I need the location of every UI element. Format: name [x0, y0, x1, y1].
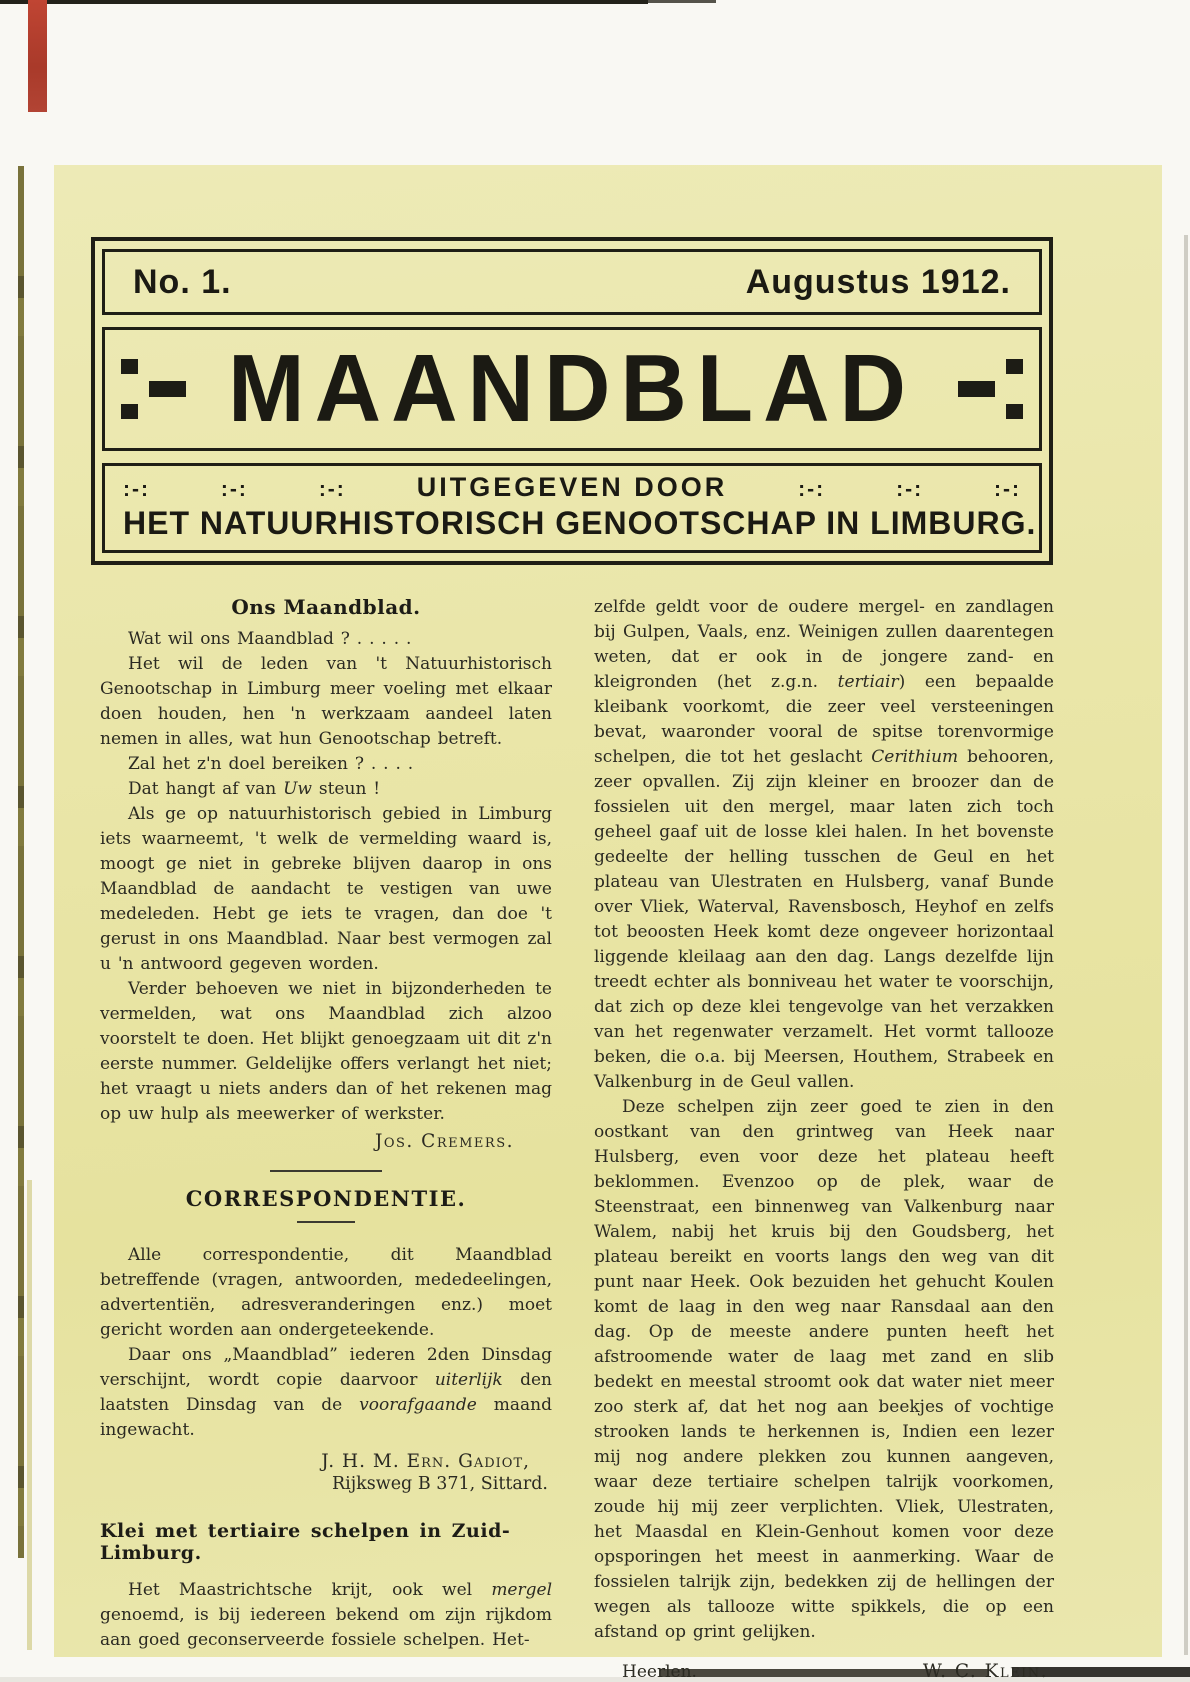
paragraph: Daar ons „Maandblad” iederen 2den Dinsdag verschijnt, wordt copie daarvoor uiterlijk den laatsten Dinsdag van de voorafgaande maand ingewacht.	[100, 1345, 553, 1440]
signature-gadiot-address: Rijksweg B 371, Sittard.	[331, 1474, 548, 1494]
paragraph: Verder behoeven we niet in bijzonderheden te vermelden, wat ons Maandblad zich alzoo voorstelt te doen. Het blijkt genoegzaam uit dit z'n eerste nummer. Geldelijke offers verlangt het niet; het vraagt u niets anders dan of het rekenen mag op uw hulp als meewerker of werkster.	[100, 979, 552, 1124]
page-edge-faint-line	[27, 1180, 32, 1650]
title-box	[102, 327, 1042, 451]
heading-divider	[297, 1221, 355, 1223]
paragraph: Zal het z'n doel bereiken ? . . . .	[128, 754, 414, 774]
ornament-mark: :-:	[123, 478, 150, 501]
signature-gadiot-name: J. H. M. Ern. Gadiot,	[321, 1451, 530, 1472]
publisher-box	[102, 463, 1042, 553]
article-heading-correspondentie: CORRESPONDENTIE.	[185, 1186, 467, 1211]
place-heerlen: Heerlen.	[622, 1662, 697, 1682]
ornament-mark: :-:	[798, 478, 826, 501]
page-binding-edge	[18, 166, 24, 1558]
page-right-shadow	[1184, 235, 1188, 1655]
signature-block-gadiot	[100, 1451, 552, 1494]
masthead	[91, 237, 1053, 565]
signature-jos-cremers: Jos. Cremers.	[374, 1131, 514, 1152]
paragraph: Wat wil ons Maandblad ? . . . . .	[128, 629, 412, 649]
magazine-title: MAANDBLAD	[228, 335, 916, 443]
magazine-page	[54, 165, 1162, 1682]
publisher-line1	[123, 472, 1021, 503]
ornament-mark: :-:	[993, 478, 1021, 501]
dash-colon-ornament-icon	[958, 359, 1023, 419]
ornament-mark: :-:	[896, 478, 924, 501]
publisher-name: HET NATUURHISTORISCH GENOOTSCHAP IN LIMBURG.	[123, 505, 1037, 541]
paragraph: zelfde geldt voor de oudere mergel- en zandlagen bij Gulpen, Vaals, enz. Weinigen zullen daarentegen weten, dat er ook in de jongere zand- en kleigronden (het z.g.n. tertiair) een bepaalde kleibank voorkomt, die zeer veel versteeningen bevat, waaronder vooral de spitse torenvormige schelpen, die tot het geslacht Cerithium behooren, zeer opvallen. Zij zijn kleiner en broozer dan de fossielen uit den mergel, maar laten zich toch geheel gaaf uit de losse klei halen. In het bovenste gedeelte der helling tusschen de Geul en het plateau van Ulestraten en Hulsberg, vanaf Bunde over Vliek, Waterval, Ravensbosch, Heyhof en zelfs tot beoosten Heek komt deze ongeveer horizontaal liggende kleilaag aan den dag. Langs dezelfde lijn treedt echter als bonniveau het water te voorschijn, dat zich op deze klei tengevolge van het verzakken van het regenwater verzamelt. Het vormt tallooze beken, die o.a. bij Meersen, Houthem, Strabeek en Valkenburg in de Geul vallen.	[594, 597, 1054, 1092]
left-column	[100, 595, 552, 1682]
signature-wc-klein: W. C. Klein.	[922, 1661, 1048, 1682]
paragraph: Dat hangt af van Uw steun !	[128, 779, 381, 799]
body-columns	[54, 595, 1162, 1682]
issue-row	[102, 249, 1042, 315]
scan-top-rule-faded	[648, 0, 716, 3]
ornament-mark: :-:	[220, 478, 248, 501]
scan-top-rule	[0, 0, 648, 4]
article-footer	[594, 1661, 1054, 1682]
issue-date: Augustus 1912.	[745, 262, 1011, 301]
ornament-mark: :-:	[318, 478, 346, 501]
colon-dash-ornament-icon	[121, 359, 186, 419]
issue-number: No. 1.	[133, 262, 232, 301]
red-ribbon	[28, 0, 47, 112]
paragraph: Het Maastrichtsche krijt, ook wel mergel genoemd, is bij iedereen bekend om zijn rijkdom aan goed geconserveerde fossiele schelpen. Het-	[100, 1580, 552, 1650]
paragraph: Het wil de leden van 't Natuurhistorisch Genootschap in Limburg meer voeling met elkaar doen houden, hen 'n werkzaam aandeel laten nemen in alles, wat hun Genootschap betreft.	[100, 654, 552, 749]
paragraph: Als ge op natuurhistorisch gebied in Limburg iets waarneemt, 't welk de vermelding waard is, moogt ge niet in gebreke blijven daarop in ons Maandblad de aandacht te vestigen van uwe medeleden. Hebt ge iets te vragen, dan doe 't gerust in ons Maandblad. Naar best vermogen zal u 'n antwoord gegeven worden.	[100, 804, 552, 974]
right-column	[594, 595, 1054, 1682]
section-divider	[270, 1170, 382, 1172]
article-heading-ons-maandblad: Ons Maandblad.	[231, 595, 421, 619]
paragraph: Deze schelpen zijn zeer goed te zien in den oostkant van den grintweg van Heek naar Hulsberg, even voor deze het plateau heeft beklommen. Evenzoo op de plek, waar de Steenstraat, een binnenweg van Valkenburg naar Walem, nabij het kruis bij den Goudsberg, het plateau bereikt en voorts langs den weg van dit punt naar Heek. Ook bezuiden het gehucht Koulen komt de laag in den weg naar Ransdaal aan den dag. Op de meeste andere punten heeft het afstroomende water de laag met zand en slib bedekt en meestal stroomt ook dat water niet meer zoo sterk af, dat het nog aan beekjes of vochtige strooken lands te herkennen is, Indien een lezer mij nog andere plekken zou kunnen aangeven, waar deze tertiaire schelpen talrijk voorkomen, zoude hij mij zeer verplichten. Vliek, Ulestraten, het Maasdal en Klein-Genhout komen voor deze opsporingen het meest in aanmerking. Waar de fossielen talrijk zijn, bedekken zij de hellingen der wegen als tallooze witte spikkels, die op een afstand op grint gelijken.	[594, 1097, 1054, 1642]
paragraph: Alle correspondentie, dit Maandblad betreffende (vragen, antwoorden, mededeelingen, advertentiën, adresveranderingen enz.) moet gericht worden aan ondergeteekende.	[100, 1245, 552, 1340]
article-heading-klei: Klei met tertiaire schelpen in Zuid-Limburg.	[100, 1520, 511, 1564]
publisher-label: UITGEGEVEN DOOR	[416, 472, 728, 502]
